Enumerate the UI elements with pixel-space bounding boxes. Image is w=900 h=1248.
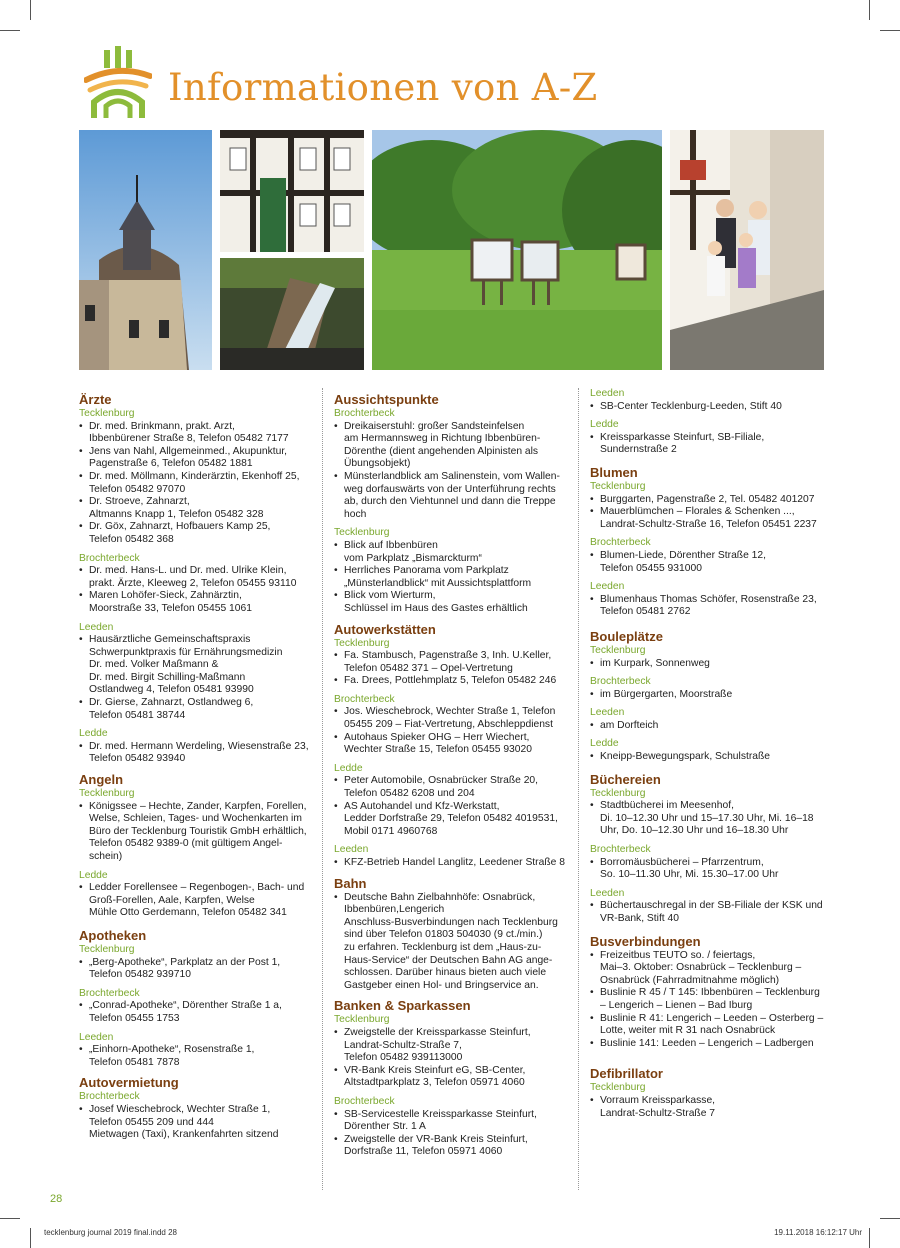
- entry-list: [334, 1027, 567, 1090]
- text-column-2: [334, 388, 567, 1165]
- list-item: • Fa. Stambusch, Pagenstraße 3, Inh. U.Keller, Telefon 05482 371 – Opel-Vertretung: [334, 650, 567, 675]
- entry-list: [590, 494, 824, 532]
- column-divider-2: [578, 388, 579, 1190]
- list-item: • Dr. med. Hans-L. und Dr. med. Ulrike Klein, prakt. Ärzte, Kleeweg 2, Telefon 05455 93110: [79, 565, 311, 590]
- column-divider-1: [322, 388, 323, 1190]
- place-label: Leeden: [334, 844, 369, 856]
- list-item: • „Conrad-Apotheke“, Dörenther Straße 1 a, Telefon 05455 1753: [79, 1000, 311, 1025]
- entry-list: [590, 720, 824, 733]
- list-item: • VR-Bank Kreis Steinfurt eG, SB-Center, Altstadtparkplatz 3, Telefon 05971 4060: [334, 1065, 567, 1090]
- family-on-stairs-photo: [670, 130, 824, 370]
- list-item: • Buslinie R 41: Lengerich – Leeden – Osterberg – Lotte, weiter mit R 31 nach Osnabrück: [590, 1013, 824, 1038]
- place-label: Brochterbeck: [79, 552, 140, 564]
- section-title: Ärzte: [79, 392, 112, 407]
- list-item: • Deutsche Bahn Zielbahnhöfe: Osnabrück, Ibbenbüren,Lengerich Anschluss-Busverbindungen nach Tecklenburg sind über Telefon 01803 504030 (9 ct./min.) zu erfahren. Tecklenburg ist dem „Haus-zu- Haus-Service“ der Deutschen Bahn AG ange- schlossen. Darüber hinaus bieten auch viele Gastgeber einen Hol- und Bringservice an.: [334, 892, 567, 993]
- place-label: Tecklenburg: [334, 1014, 390, 1026]
- place-label: Brochterbeck: [334, 1095, 395, 1107]
- place-label: Ledde: [590, 738, 619, 750]
- directory-section: [590, 465, 824, 619]
- entry-list: [590, 401, 824, 414]
- list-item: • SB-Servicestelle Kreissparkasse Steinfurt, Dörenther Str. 1 A: [334, 1109, 567, 1134]
- list-item: • Jos. Wieschebrock, Wechter Straße 1, Telefon 05455 209 – Fiat-Vertretung, Abschleppdienst: [334, 706, 567, 731]
- crop-mark-top-right-h: [880, 30, 900, 31]
- castle-sun-icon: [84, 46, 152, 118]
- church-tower-photo: [79, 130, 212, 370]
- entry-list: [79, 565, 311, 615]
- list-item: • Blick auf Ibbenbüren vom Parkplatz „Bismarckturm“: [334, 540, 567, 565]
- list-item: • Peter Automobile, Osnabrücker Straße 20, Telefon 05482 6208 und 204: [334, 775, 567, 800]
- list-item: • Dr. med. Hermann Werdeling, Wiesenstraße 23, Telefon 05482 93940: [79, 741, 311, 766]
- place-label: Leeden: [79, 1031, 114, 1043]
- section-title: Banken & Sparkassen: [334, 998, 471, 1014]
- crop-mark-top-left: [30, 0, 31, 20]
- place-label: Brochterbeck: [334, 693, 395, 705]
- crop-mark-bottom-right-h: [880, 1218, 900, 1219]
- directory-section: [590, 1066, 824, 1120]
- directory-section: [79, 1075, 311, 1141]
- list-item: • Mauerblümchen – Florales & Schenken ..., Landrat-Schultz-Straße 16, Telefon 05451 2237: [590, 506, 824, 531]
- section-title: Autowerkstätten: [334, 621, 436, 637]
- section-title: Bahn: [334, 875, 367, 891]
- page-title: Informationen von A-Z: [168, 66, 598, 109]
- entry-list: [334, 540, 567, 616]
- section-title: Autovermietung: [79, 1075, 179, 1091]
- entry-list: [590, 857, 824, 882]
- entry-list: [79, 801, 311, 864]
- entry-list: [334, 706, 567, 756]
- list-item: • SB-Center Tecklenburg-Leeden, Stift 40: [590, 401, 824, 414]
- directory-section: [334, 622, 567, 870]
- section-title: Blumen: [590, 464, 638, 480]
- list-item: • Büchertauschregal in der SB-Filiale der KSK und VR-Bank, Stift 40: [590, 900, 824, 925]
- entry-list: [590, 751, 824, 764]
- entry-list: [334, 857, 567, 870]
- section-title: Busverbindungen: [590, 933, 701, 949]
- entry-list: [590, 800, 824, 838]
- list-item: • Buslinie R 45 / T 145: Ibbenbüren – Tecklenburg – Lengerich – Lienen – Bad Iburg: [590, 987, 824, 1012]
- place-label: Ledde: [590, 419, 619, 431]
- place-label: Leeden: [590, 707, 625, 719]
- list-item: • Kneipp-Bewegungspark, Schulstraße: [590, 751, 824, 764]
- place-label: Leeden: [590, 581, 625, 593]
- list-item: • im Bürgergarten, Moorstraße: [590, 689, 824, 702]
- section-title: Apotheken: [79, 927, 147, 943]
- entry-list: [590, 689, 824, 702]
- place-label: Tecklenburg: [79, 788, 135, 800]
- entry-list: [334, 1109, 567, 1159]
- list-item: • Ledder Forellensee – Regenbogen-, Bach- und Groß-Forellen, Aale, Karpfen, Welse Mühle Otto Gerdemann, Telefon 05482 341: [79, 882, 311, 920]
- place-label: Tecklenburg: [334, 527, 390, 539]
- crop-mark-top-right: [869, 0, 870, 20]
- list-item: • Buslinie 141: Leeden – Lengerich – Ladbergen: [590, 1038, 824, 1051]
- place-label: Brochterbeck: [590, 676, 651, 688]
- directory-section: [590, 934, 824, 1051]
- page-number: 28: [50, 1193, 63, 1205]
- list-item: • AS Autohandel und Kfz-Werkstatt, Ledder Dorfstraße 29, Telefon 05482 4019531, Mobil 0171 4960768: [334, 801, 567, 839]
- list-item: • Dr. Göx, Zahnarzt, Hofbauers Kamp 25, Telefon 05482 368: [79, 521, 311, 546]
- entry-list: [79, 1000, 311, 1025]
- entry-list: [79, 421, 311, 547]
- list-item: • „Berg-Apotheke“, Parkplatz an der Post 1, Telefon 05482 939710: [79, 957, 311, 982]
- place-label: Ledde: [334, 762, 363, 774]
- place-label: Tecklenburg: [590, 787, 646, 799]
- directory-section: [590, 772, 824, 926]
- entry-list: [590, 594, 824, 619]
- entry-list: [334, 421, 567, 522]
- entry-list: [79, 741, 311, 766]
- directory-section: [334, 876, 567, 993]
- park-info-boards-photo: [372, 130, 662, 370]
- list-item: • Zweigstelle der VR-Bank Kreis Steinfurt, Dorfstraße 11, Telefon 05971 4060: [334, 1134, 567, 1159]
- crop-mark-bottom-left: [30, 1228, 31, 1248]
- directory-section: [334, 998, 567, 1159]
- place-label: Brochterbeck: [590, 844, 651, 856]
- list-item: • Jens van Nahl, Allgemeinmed., Akupunktur, Pagenstraße 6, Telefon 05482 1881: [79, 446, 311, 471]
- list-item: • Autohaus Spieker OHG – Herr Wiechert, Wechter Straße 15, Telefon 05455 93020: [334, 732, 567, 757]
- place-label: Tecklenburg: [79, 408, 135, 419]
- list-item: • Kreissparkasse Steinfurt, SB-Filiale, Sundernstraße 2: [590, 432, 824, 457]
- crop-mark-top-left-h: [0, 30, 20, 31]
- list-item: • Dr. Stroeve, Zahnarzt, Altmanns Knapp 1, Telefon 05482 328: [79, 496, 311, 521]
- entry-list: [79, 957, 311, 982]
- footer-timestamp: 19.11.2018 16:12:17 Uhr: [774, 1228, 862, 1237]
- entry-list: [590, 658, 824, 671]
- place-label: Brochterbeck: [79, 1091, 140, 1103]
- directory-section: [590, 629, 824, 764]
- list-item: • Borromäusbücherei – Pfarrzentrum, So. 10–11.30 Uhr, Mi. 15.30–17.00 Uhr: [590, 857, 824, 882]
- place-label: Leeden: [590, 887, 625, 899]
- directory-section: [79, 392, 311, 766]
- list-item: • Blumen-Liede, Dörenther Straße 12, Telefon 05455 931000: [590, 550, 824, 575]
- list-item: • Josef Wieschebrock, Wechter Straße 1, Telefon 05455 209 und 444 Mietwagen (Taxi), Krankenfahrten sitzend: [79, 1104, 311, 1142]
- list-item: • Freizeitbus TEUTO so. / feiertags, Mai–3. Oktober: Osnabrück – Tecklenburg – Osnabrück (Fahrradmitnahme möglich): [590, 950, 824, 988]
- list-item: • Blumenhaus Thomas Schöfer, Rosenstraße 23, Telefon 05481 2762: [590, 594, 824, 619]
- section-title: Bouleplätze: [590, 628, 663, 644]
- entry-list: [334, 650, 567, 688]
- list-item: • Maren Lohöfer-Sieck, Zahnärztin, Moorstraße 33, Telefon 05455 1061: [79, 590, 311, 615]
- footer-filename: tecklenburg journal 2019 final.indd 28: [44, 1228, 177, 1237]
- directory-section: [79, 772, 311, 920]
- entry-list: [590, 1095, 824, 1120]
- text-column-1: [79, 388, 311, 1148]
- list-item: • KFZ-Betrieb Handel Langlitz, Leedener Straße 8: [334, 857, 567, 870]
- list-item: • Münsterlandblick am Salinenstein, vom Wallen- weg dorfauswärts von der Unterführung rechts ab, durch den Viehtunnel und dann die Treppe hoch: [334, 471, 567, 521]
- list-item: • Königssee – Hechte, Zander, Karpfen, Forellen, Welse, Schleien, Tages- und Wochenkarten im Büro der Tecklenburg Touristik GmbH erhältlich, Telefon 05482 9389-0 (mit gültigem Angel- schein): [79, 801, 311, 864]
- entry-list: [590, 432, 824, 457]
- section-title: Angeln: [79, 772, 124, 788]
- entry-list: [79, 634, 311, 722]
- place-label: Leeden: [590, 388, 625, 399]
- list-item: • im Kurpark, Sonnenweg: [590, 658, 824, 671]
- entry-list: [334, 892, 567, 993]
- list-item: • Herrliches Panorama vom Parkplatz „Münsterlandblick“ mit Aussichtsplattform: [334, 565, 567, 590]
- section-title: Büchereien: [590, 771, 661, 787]
- place-label: Tecklenburg: [79, 943, 135, 955]
- entry-list: [79, 882, 311, 920]
- place-label: Brochterbeck: [334, 408, 395, 419]
- directory-section: [590, 388, 824, 457]
- list-item: • Stadtbücherei im Meesenhof, Di. 10–12.30 Uhr und 15–17.30 Uhr, Mi. 16–18 Uhr, Do. 10–12.30 Uhr und 16–18.30 Uhr: [590, 800, 824, 838]
- list-item: • am Dorfteich: [590, 720, 824, 733]
- list-item: • Zweigstelle der Kreissparkasse Steinfurt, Landrat-Schultz-Straße 7, Telefon 05482 939113000: [334, 1027, 567, 1065]
- place-label: Brochterbeck: [590, 537, 651, 549]
- place-label: Tecklenburg: [334, 637, 390, 649]
- place-label: Tecklenburg: [590, 1082, 646, 1094]
- section-title: Aussichtspunkte: [334, 392, 439, 407]
- list-item: • Blick vom Wierturm, Schlüssel im Haus des Gastes erhältlich: [334, 590, 567, 615]
- crop-mark-bottom-left-h: [0, 1218, 20, 1219]
- list-item: • Burggarten, Pagenstraße 2, Tel. 05482 401207: [590, 494, 824, 507]
- place-label: Brochterbeck: [79, 987, 140, 999]
- place-label: Tecklenburg: [590, 480, 646, 492]
- list-item: • Dr. med. Möllmann, Kinderärztin, Ekenhoff 25, Telefon 05482 97070: [79, 471, 311, 496]
- list-item: • Fa. Drees, Pottlehmplatz 5, Telefon 05482 246: [334, 675, 567, 688]
- directory-section: [334, 392, 567, 616]
- entry-list: [590, 550, 824, 575]
- list-item: • „Einhorn-Apotheke“, Rosenstraße 1, Telefon 05481 7878: [79, 1044, 311, 1069]
- water-wheel-photo: [220, 258, 364, 370]
- text-column-3: [590, 388, 824, 1126]
- half-timbered-house-photo: [220, 130, 364, 252]
- section-title: Defibrillator: [590, 1066, 663, 1082]
- list-item: • Dr. Gierse, Zahnarzt, Ostlandweg 6, Telefon 05481 38744: [79, 697, 311, 722]
- place-label: Ledde: [79, 869, 108, 881]
- entry-list: [79, 1104, 311, 1142]
- entry-list: [79, 1044, 311, 1069]
- place-label: Ledde: [79, 728, 108, 740]
- crop-mark-bottom-right: [869, 1228, 870, 1248]
- list-item: • Dreikaiserstuhl: großer Sandsteinfelsen am Hermannsweg in Richtung Ibbenbüren- Dörenthe (dient angehenden Alpinisten als Übungsobjekt): [334, 421, 567, 471]
- entry-list: [590, 950, 824, 1051]
- entry-list: [334, 775, 567, 838]
- place-label: Leeden: [79, 621, 114, 633]
- directory-section: [79, 928, 311, 1069]
- list-item: • Vorraum Kreissparkasse, Landrat-Schultz-Straße 7: [590, 1095, 824, 1120]
- place-label: Tecklenburg: [590, 644, 646, 656]
- list-item: • Dr. med. Brinkmann, prakt. Arzt, Ibbenbürener Straße 8, Telefon 05482 7177: [79, 421, 311, 446]
- entry-list: [590, 900, 824, 925]
- list-item: • Hausärztliche Gemeinschaftspraxis Schwerpunktpraxis für Ernährungsmedizin Dr. med. Volker Maßmann & Dr. med. Birgit Schilling-Maßmann Ostlandweg 4, Telefon 05481 93990: [79, 634, 311, 697]
